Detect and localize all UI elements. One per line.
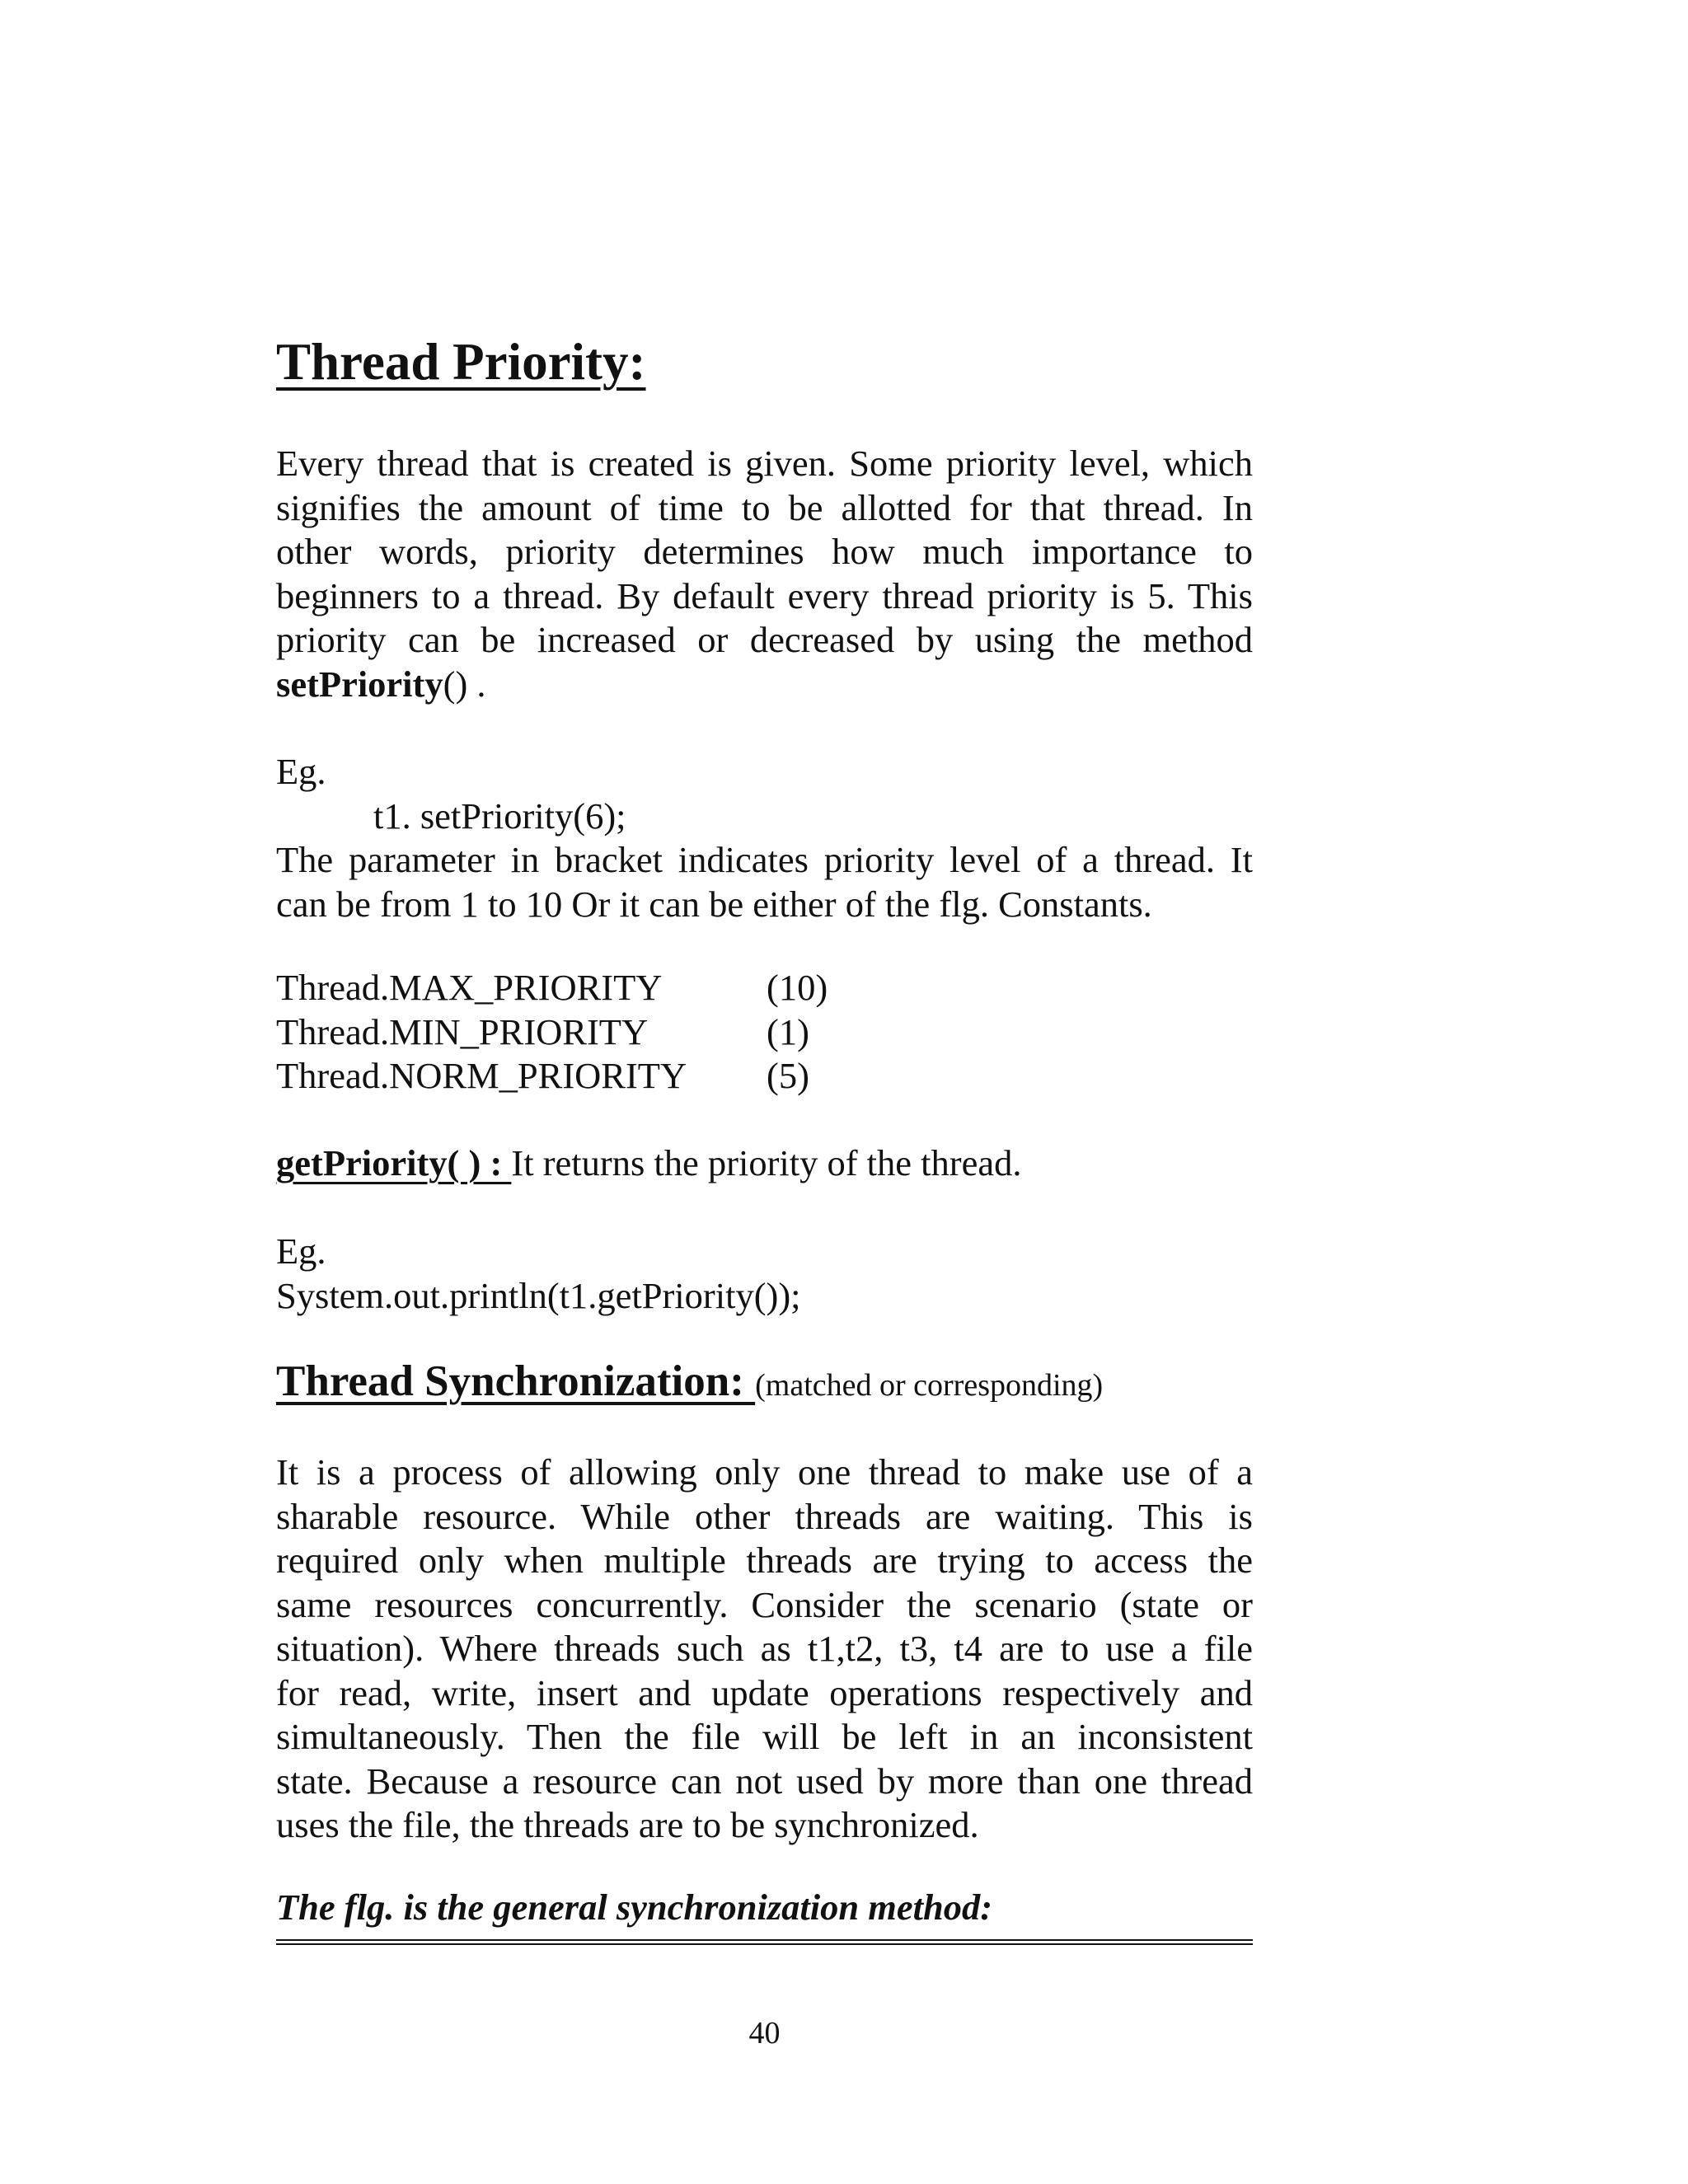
get-priority-text (276, 1141, 1253, 1186)
paragraph-line: state. Because a resource can not used by more than one thread (276, 1760, 1253, 1802)
method-suffix: () . (443, 663, 486, 705)
paragraph-line: beginners to a thread. By default every thread priority is 5. This (276, 574, 1253, 616)
priority-constants-table (276, 966, 828, 1099)
paragraph-line: for read, write, insert and update operations respectively and (276, 1671, 1253, 1713)
constant-name: Thread.NORM_PRIORITY (276, 1055, 687, 1096)
example-code: System.out.println(t1.getPriority()); (276, 1274, 801, 1316)
constant-name: Thread.MIN_PRIORITY (276, 1010, 649, 1052)
paragraph-line: sharable resource. While other threads are waiting. This is (276, 1495, 1253, 1537)
constant-row (276, 1054, 828, 1099)
section-title-text: Thread Synchronization: (276, 1357, 756, 1405)
paragraph-line: signifies the amount of time to be allotted for that thread. In (276, 486, 1253, 528)
get-priority-label: getPriority( ) : (276, 1142, 512, 1183)
priority-intro-paragraph (276, 442, 1253, 706)
paragraph-line: priority can be increased or decreased by using the method (276, 619, 1253, 660)
constant-value: (10) (767, 967, 828, 1008)
synchronization-paragraph (276, 1451, 1253, 1848)
paragraph-line: uses the file, the threads are to be synchronized. (276, 1804, 979, 1845)
paragraph-line: simultaneously. Then the file will be left in an inconsistent (276, 1716, 1253, 1757)
paragraph-line: same resources concurrently. Consider the scenario (state or (276, 1583, 1253, 1625)
constant-row (276, 966, 828, 1010)
general-sync-method-heading: The flg. is the general synchronization method: (276, 1889, 1253, 1945)
constant-value: (5) (767, 1055, 809, 1096)
paragraph-line: situation). Where threads such as t1,t2, t3, t4 are to use a file (276, 1628, 1253, 1669)
constant-name: Thread.MAX_PRIORITY (276, 967, 663, 1008)
section-title-thread-priority: Thread Priority: (276, 333, 646, 391)
get-priority-desc: It returns the priority of the thread. (511, 1142, 1022, 1183)
example-block-1 (276, 750, 1253, 838)
section-title-note: (matched or corresponding) (755, 1368, 1104, 1403)
constant-row (276, 1010, 828, 1055)
document-page (276, 0, 1253, 2184)
paragraph-line: Every thread that is created is given. Some priority level, which (276, 443, 1253, 484)
example-label: Eg. (276, 751, 326, 792)
page-number: 40 (748, 2016, 781, 2050)
example-block-2 (276, 1230, 1253, 1318)
example-code: t1. setPriority(6); (373, 794, 626, 837)
paragraph-line (276, 663, 1253, 707)
paragraph-line: It is a process of allowing only one thread to make use of a (276, 1451, 1253, 1493)
paragraph-line: The parameter in bracket indicates priority level of a thread. It (276, 839, 1253, 880)
example-label: Eg. (276, 1230, 326, 1272)
paragraph-line: required only when multiple threads are trying to access the (276, 1540, 1253, 1581)
method-name-setpriority: setPriority (276, 663, 443, 705)
constant-value: (1) (767, 1010, 809, 1052)
get-priority-line (276, 1141, 1253, 1186)
paragraph-line: can be from 1 to 10 Or it can be either of the flg. Constants. (276, 883, 1152, 925)
paragraph-line: other words, priority determines how much importance to (276, 531, 1253, 572)
parameter-paragraph (276, 838, 1253, 926)
section-title-thread-synchronization (276, 1357, 1104, 1405)
